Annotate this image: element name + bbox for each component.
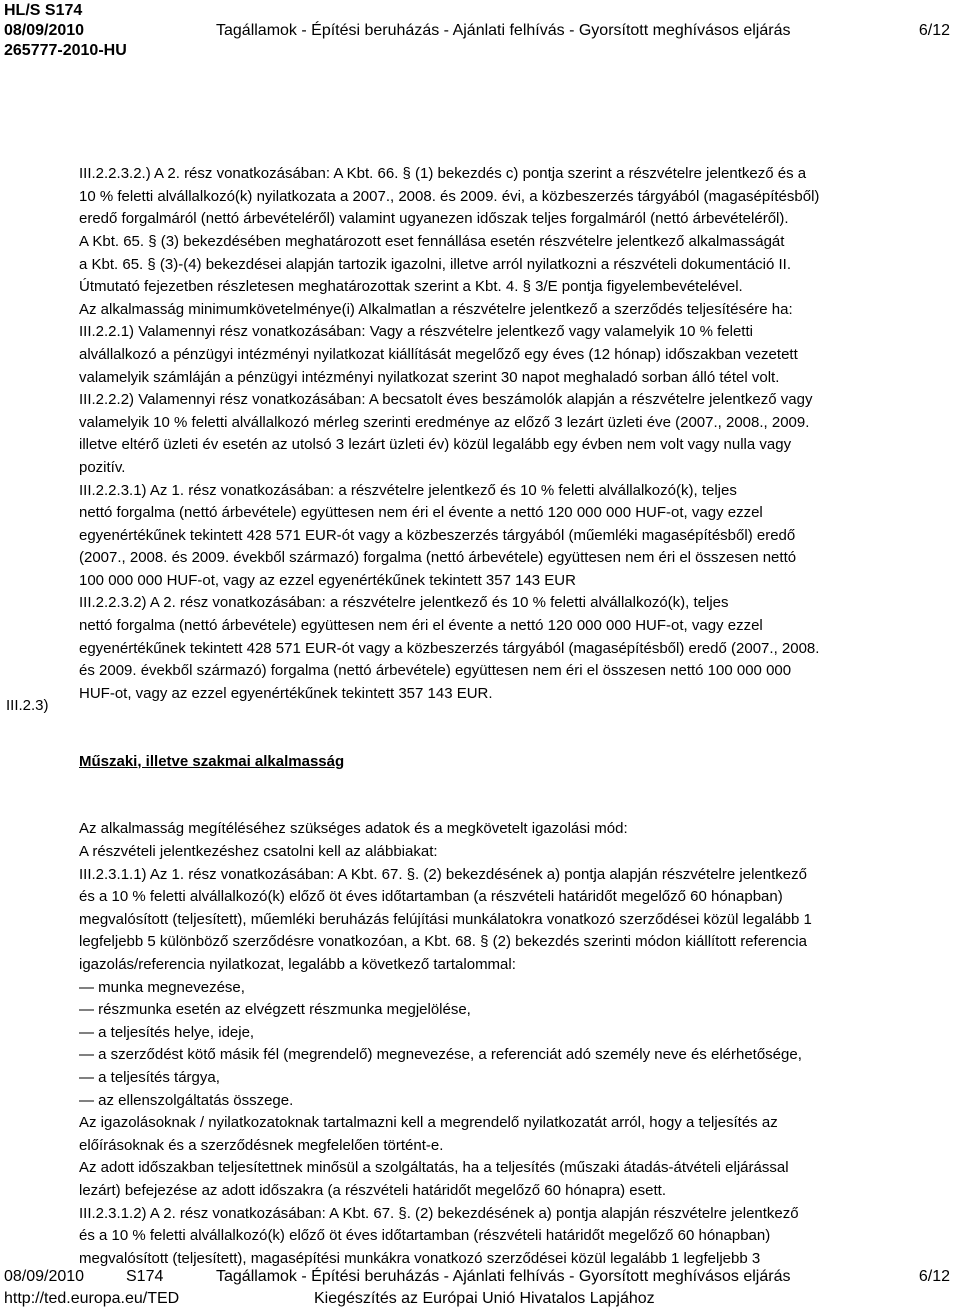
footer-date: 08/09/2010 bbox=[4, 1268, 85, 1285]
text-line: nettó forgalma (nettó árbevétele) együttesen nem éri el évente a nettó 120 000 000 HUF-ot, vagy ezzel bbox=[79, 617, 763, 635]
text-line: III.2.2.3.2) A 2. rész vonatkozásában: a részvételre jelentkező és 10 % feletti alvállalkozó(k), teljes bbox=[79, 594, 729, 612]
text-line: Az igazolásoknak / nyilatkozatoknak tartalmazni kell a megrendelő nyilatkozatát arról, hogy a teljesítés az bbox=[79, 1114, 778, 1132]
text-line: Az adott időszakban teljesítettnek minősül a szolgáltatás, ha a teljesítés (műszaki átadás-átvételi eljárással bbox=[79, 1159, 789, 1177]
text-line: A Kbt. 65. § (3) bekezdésében meghatározott eset fennállása esetén részvételre jelentkező alkalmasságát bbox=[79, 232, 785, 250]
text-line: III.2.3.1.1) Az 1. rész vonatkozásában: A Kbt. 67. §. (2) bekezdésének a) pontja alapján részvételre jelentkező bbox=[79, 865, 807, 883]
text-line: — az ellenszolgáltatás összege. bbox=[79, 1091, 294, 1109]
text-line: Az alkalmasság minimumkövetelménye(i) Alkalmatlan a részvételre jelentkező a szerződés teljesítésére ha: bbox=[79, 300, 793, 318]
text-line: III.2.3.1.2) A 2. rész vonatkozásában: A Kbt. 67. §. (2) bekezdésének a) pontja alapján részvételre jelentkező bbox=[79, 1204, 799, 1222]
text-line: pozitív. bbox=[79, 458, 126, 476]
text-line: 100 000 000 HUF-ot, vagy az ezzel egyenértékűnek tekintett 357 143 EUR bbox=[79, 571, 576, 589]
text-line: illetve eltérő üzleti év esetén az utolsó 3 lezárt üzleti év) közül legalább egy évben nem volt vagy nulla vagy bbox=[79, 436, 792, 454]
text-line: (2007., 2008. és 2009. évekből származó) forgalma (nettó árbevétele) együttesen nem éri el összesen nettó bbox=[79, 549, 797, 567]
text-line: megvalósított (teljesített), magasépítési munkákra vonatkozó szerződései közül legalább 1 legfeljebb 3 bbox=[79, 1249, 761, 1267]
text-line: 10 % feletti alvállalkozó(k) nyilatkozata a 2007., 2008. és 2009. évi, a közbeszerzés tárgyából (magasépítésből) bbox=[79, 187, 820, 205]
text-line: III.2.2.3.1) Az 1. rész vonatkozásában: a részvételre jelentkező és 10 % feletti alvállalkozó(k), teljes bbox=[79, 481, 737, 499]
header-doc-number: 265777-2010-HU bbox=[4, 42, 127, 59]
header-meta bbox=[4, 1, 127, 61]
text-line: eredő forgalmáról (nettó árbevételéről) valamint ugyanezen időszak teljes forgalmáról (nettó árbevételéről). bbox=[79, 210, 789, 228]
text-line: valamelyik 10 % feletti alvállalkozó mérleg szerinti eredménye az előző 3 lezárt üzleti éve (2007., 2008., 2009. bbox=[79, 413, 810, 431]
text-line: A részvételi jelentkezéshez csatolni kell az alábbiakat: bbox=[79, 843, 438, 860]
header-title: Tagállamok - Építési beruházás - Ajánlati felhívás - Gyorsított meghívásos eljárás bbox=[216, 22, 791, 39]
text-line: III.2.2.1) Valamennyi rész vonatkozásában: Vagy a részvételre jelentkező vagy valamelyik 10 % feletti bbox=[79, 323, 753, 341]
text-line: — a teljesítés tárgya, bbox=[79, 1068, 220, 1086]
section-heading: Műszaki, illetve szakmai alkalmasság bbox=[79, 752, 345, 770]
text-line: és a 10 % feletti alvállalkozó(k) előző öt éves időtartamban (a részvételi határidőt megelőző 60 hónapban) bbox=[79, 888, 783, 906]
text-line: — a szerződést kötő másik fél (megrendelő) megnevezése, a referenciát adó személy neve és elérhetősége, bbox=[79, 1046, 802, 1064]
text-line: előírásoknak és a szerződésnek megfelelően történt-e. bbox=[79, 1136, 444, 1154]
footer-publisher: Kiegészítés az Európai Unió Hivatalos Lapjához bbox=[314, 1290, 655, 1307]
text-line: és 2009. évekből származó) forgalma (nettó árbevétele) együttesen nem éri el összesen nettó 100 000 000 bbox=[79, 662, 792, 680]
text-line: Útmutató fejezetben részletesen meghatározottak szerint a Kbt. 4. § 3/E pontja figyelembevételével. bbox=[79, 278, 743, 296]
text-line: egyenértékűnek tekintett 428 571 EUR-ót vagy a közbeszerzés tárgyából (műemléki magasépítésből) eredő bbox=[79, 526, 796, 544]
text-line: valamelyik számláján a pénzügyi intézményi nyilatkozat szerint 30 napot meghaladó sorban álló tétel volt. bbox=[79, 368, 780, 386]
text-line: a Kbt. 65. § (3)-(4) bekezdései alapján tartozik igazolni, illetve arról nyilatkozni a részvételi dokumentáció II. bbox=[79, 255, 792, 273]
text-line: Az alkalmasság megítéléséhez szükséges adatok és a megkövetelt igazolási mód: bbox=[79, 820, 628, 838]
text-line: nettó forgalma (nettó árbevétele) együttesen nem éri el évente a nettó 120 000 000 HUF-ot, vagy ezzel bbox=[79, 504, 763, 522]
text-line: megvalósított (teljesített), műemléki beruházás felújítási munkálatokra vonatkozó szerződései közül legalább 1 bbox=[79, 910, 812, 928]
footer-page-number: 6/12 bbox=[918, 1268, 950, 1285]
text-line: — a teljesítés helye, ideje, bbox=[79, 1023, 255, 1041]
body-paragraph bbox=[79, 163, 959, 705]
text-line: lezárt) befejezése az adott időszakra (a részvételi határidőt megelőző 60 hónapra) esett. bbox=[79, 1181, 666, 1199]
text-line: igazolás/referencia nyilatkozat, legalább a következő tartalommal: bbox=[79, 955, 516, 973]
text-line: III.2.2.2) Valamennyi rész vonatkozásában: A becsatolt éves beszámolók alapján a részvételre jelentkező vagy bbox=[79, 391, 813, 409]
footer-code: S174 bbox=[126, 1268, 164, 1285]
header-series: HL/S S174 bbox=[4, 2, 83, 19]
text-line: és a 10 % feletti alvállalkozó(k) előző öt éves időtartamban (részvételi határidőt megelőző 60 hónapban) bbox=[79, 1227, 771, 1245]
footer-title: Tagállamok - Építési beruházás - Ajánlati felhívás - Gyorsított meghívásos eljárás bbox=[216, 1268, 791, 1285]
section-paragraph bbox=[79, 818, 959, 1270]
text-line: HUF-ot, vagy az ezzel egyenértékűnek tekintett 357 143 EUR. bbox=[79, 684, 493, 702]
header-date: 08/09/2010 bbox=[4, 22, 85, 39]
footer-url: http://ted.europa.eu/TED bbox=[4, 1290, 180, 1307]
section-number: III.2.3) bbox=[6, 697, 49, 714]
text-line: III.2.2.3.2.) A 2. rész vonatkozásában: A Kbt. 66. § (1) bekezdés c) pontja szerint a részvételre jelentkező és a bbox=[79, 165, 807, 183]
text-line: egyenértékűnek tekintett 428 571 EUR-ót vagy a közbeszerzés tárgyából (magasépítésből) eredő (2007., 2008. bbox=[79, 639, 820, 657]
text-line: legfeljebb 5 különböző szerződésre vonatkozóan, a Kbt. 68. § (2) bekezdés szerinti módon kiállított referencia bbox=[79, 933, 807, 951]
text-line: alvállalkozó a pénzügyi intézményi nyilatkozat kiállítását megelőző egy éves (12 hónap) időszakban vezetett bbox=[79, 345, 798, 363]
document-body bbox=[79, 118, 959, 1315]
text-line: — részmunka esetén az elvégzett részmunka megjelölése, bbox=[79, 1001, 471, 1019]
text-line: — munka megnevezése, bbox=[79, 978, 245, 996]
header-page-number: 6/12 bbox=[918, 22, 950, 39]
